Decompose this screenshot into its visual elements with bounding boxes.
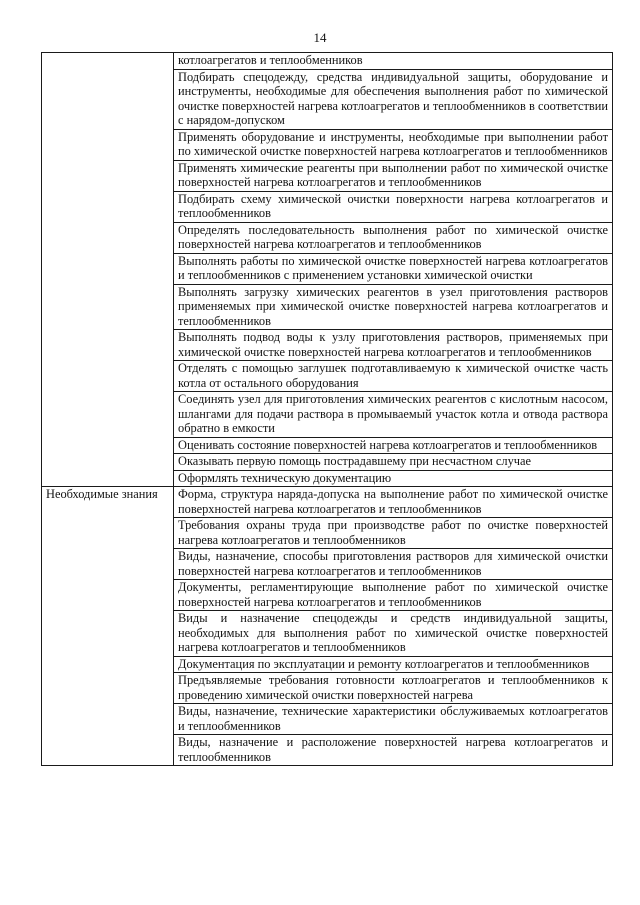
- knowledge-item: Требования охраны труда при производстве работ по очистке поверхностей нагрева котлоагрегатов и теплообменников: [174, 518, 613, 549]
- skill-item: Отделять с помощью заглушек подготавливаемую к химической очистке часть котла от остального оборудования: [174, 361, 613, 392]
- skill-item: Выполнять подвод воды к узлу приготовления растворов, применяемых при химической очистке поверхностей нагрева котлоагрегатов и теплообменников: [174, 330, 613, 361]
- knowledge-item: Форма, структура наряда-допуска на выполнение работ по химической очистке поверхностей нагрева котлоагрегатов и теплообменников: [174, 487, 613, 518]
- skill-item: Подбирать спецодежду, средства индивидуальной защиты, оборудование и инструменты, необходимые для обеспечения выполнения работ по химической очистке поверхностей нагрева котлоагрегатов и теплообменников в соответствии с нарядом-допуском: [174, 69, 613, 129]
- skill-item: Выполнять загрузку химических реагентов в узел приготовления растворов применяемых при химической очистке поверхностей нагрева котлоагрегатов и теплообменников: [174, 284, 613, 330]
- requirements-table-body: [42, 53, 613, 766]
- section-label-required-knowledge: Необходимые знания: [42, 487, 174, 766]
- skill-item: Соединять узел для приготовления химических реагентов с кислотным насосом, шлангами для подачи раствора в промываемый участок котла и отвода раствора обратно в емкости: [174, 392, 613, 438]
- skill-item: Выполнять работы по химической очистке поверхностей нагрева котлоагрегатов и теплообменников с применением установки химической очистки: [174, 253, 613, 284]
- knowledge-item: Виды, назначение, технические характеристики обслуживаемых котлоагрегатов и теплообменников: [174, 704, 613, 735]
- requirements-table: [41, 52, 613, 766]
- skill-item: Применять химические реагенты при выполнении работ по химической очистке поверхностей нагрева котлоагрегатов и теплообменников: [174, 160, 613, 191]
- knowledge-item: Виды, назначение и расположение поверхностей нагрева котлоагрегатов и теплообменников: [174, 735, 613, 766]
- knowledge-item: Предъявляемые требования готовности котлоагрегатов и теплообменников к проведению химической очистки поверхностей нагрева: [174, 673, 613, 704]
- table-row: [42, 53, 613, 70]
- skill-item: Определять последовательность выполнения работ по химической очистке поверхностей нагрева котлоагрегатов и теплообменников: [174, 222, 613, 253]
- skill-item: котлоагрегатов и теплообменников: [174, 53, 613, 70]
- section-label: [42, 53, 174, 487]
- skill-item: Оказывать первую помощь пострадавшему при несчастном случае: [174, 454, 613, 471]
- knowledge-item: Виды и назначение спецодежды и средств индивидуальной защиты, необходимых для выполнения работ по химической очистке поверхностей нагрева котлоагрегатов и теплообменников: [174, 611, 613, 657]
- skill-item: Подбирать схему химической очистки поверхности нагрева котлоагрегатов и теплообменников: [174, 191, 613, 222]
- skill-item: Применять оборудование и инструменты, необходимые при выполнении работ по химической очистке поверхностей нагрева котлоагрегатов и теплообменников: [174, 129, 613, 160]
- knowledge-item: Виды, назначение, способы приготовления растворов для химической очистки поверхностей нагрева котлоагрегатов и теплообменников: [174, 549, 613, 580]
- table-row: [42, 487, 613, 518]
- page-number: 14: [313, 30, 327, 45]
- knowledge-item: Документы, регламентирующие выполнение работ по химической очистке поверхностей нагрева котлоагрегатов и теплообменников: [174, 580, 613, 611]
- skill-item: Оценивать состояние поверхностей нагрева котлоагрегатов и теплообменников: [174, 437, 613, 454]
- skill-item: Оформлять техническую документацию: [174, 470, 613, 487]
- knowledge-item: Документация по эксплуатации и ремонту котлоагрегатов и теплообменников: [174, 656, 613, 673]
